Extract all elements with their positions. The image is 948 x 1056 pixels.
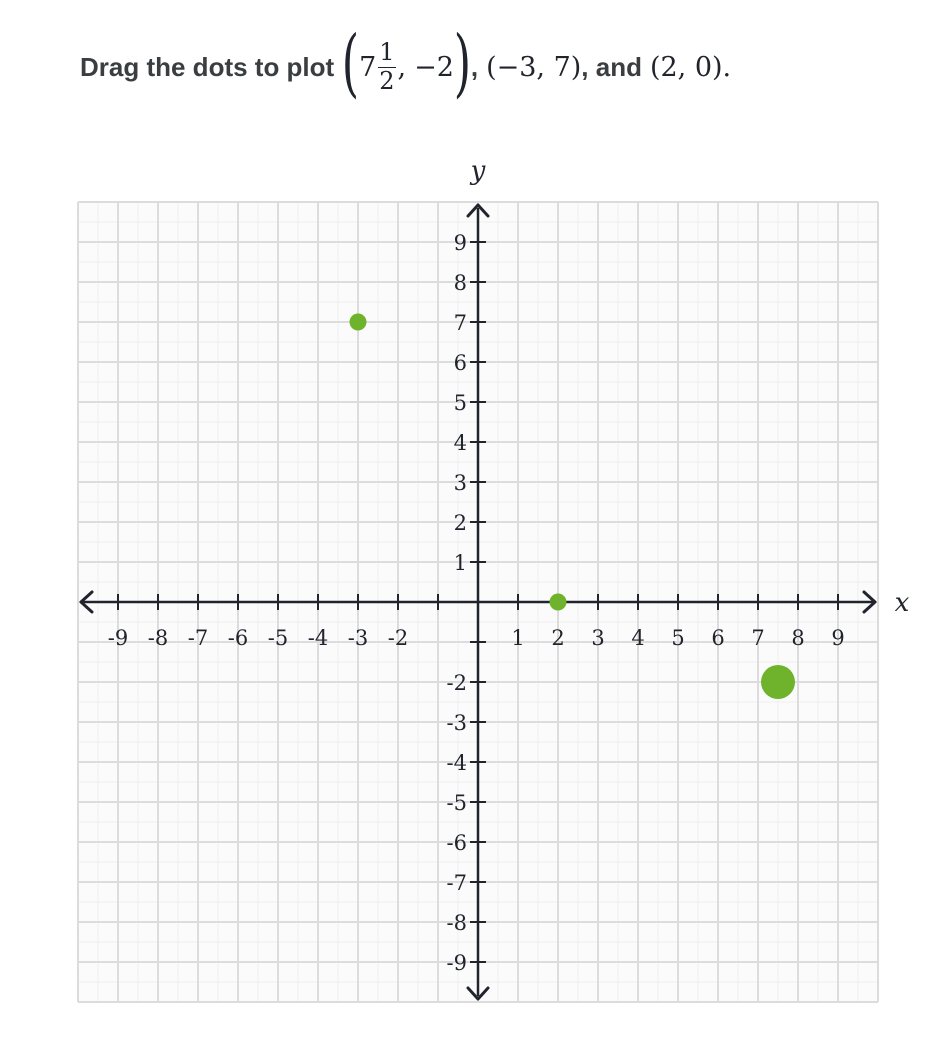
x-tick-label: -2 bbox=[387, 626, 409, 650]
x-tick-label: 8 bbox=[791, 626, 805, 650]
x-tick-label: 3 bbox=[591, 626, 605, 650]
y-tick-label: 3 bbox=[453, 471, 467, 495]
x-tick-label: -6 bbox=[227, 626, 249, 650]
x-tick-label: 6 bbox=[711, 626, 725, 650]
y-tick-label: -4 bbox=[446, 751, 467, 775]
fraction-numerator: 1 bbox=[379, 38, 395, 67]
x-tick-label: 9 bbox=[831, 626, 845, 650]
x-tick-label: -9 bbox=[107, 626, 129, 650]
x-tick-label: 5 bbox=[671, 626, 685, 650]
y-tick-label: -5 bbox=[446, 791, 467, 815]
y-tick-label: -2 bbox=[446, 671, 467, 695]
x-tick-label: -5 bbox=[267, 626, 289, 650]
x-tick-label: 1 bbox=[511, 626, 525, 650]
right-paren: ) bbox=[453, 20, 472, 106]
y-tick-label: 9 bbox=[453, 231, 467, 255]
x-tick-label: -8 bbox=[147, 626, 169, 650]
y-tick-label: 2 bbox=[453, 511, 467, 535]
x-tick-label: -7 bbox=[187, 626, 209, 650]
x-tick-label: 7 bbox=[751, 626, 765, 650]
y-tick-label: -7 bbox=[446, 871, 467, 895]
y-axis-label: y bbox=[470, 156, 486, 186]
y-tick-label: -6 bbox=[446, 831, 467, 855]
fraction-denominator: 2 bbox=[379, 66, 395, 95]
y-tick-label: 5 bbox=[453, 391, 467, 415]
separator-comma: , bbox=[470, 51, 479, 82]
y-tick-label: 6 bbox=[453, 351, 467, 375]
point-2-coordinates: (−3, 7) bbox=[486, 51, 582, 83]
y-tick-label: -9 bbox=[446, 951, 467, 975]
x-tick-label: 2 bbox=[551, 626, 565, 650]
draggable-dot-1[interactable] bbox=[350, 314, 367, 331]
x-axis-label: x bbox=[894, 588, 910, 618]
draggable-dot-3[interactable] bbox=[761, 665, 795, 699]
y-tick-label: 1 bbox=[453, 551, 467, 575]
y-tick-label: -8 bbox=[446, 911, 467, 935]
x-tick-label: -4 bbox=[307, 626, 329, 650]
point-1-x-whole: 7 bbox=[359, 51, 377, 83]
point-1-comma: , bbox=[397, 51, 407, 83]
x-tick-label: 4 bbox=[631, 626, 645, 650]
draggable-dot-2[interactable] bbox=[550, 594, 567, 611]
y-tick-label: 8 bbox=[453, 271, 467, 295]
period: . bbox=[722, 51, 732, 83]
y-tick-label: 4 bbox=[453, 431, 467, 455]
and-text: , and bbox=[581, 51, 642, 82]
left-paren: ( bbox=[341, 20, 360, 106]
y-tick-label: -3 bbox=[446, 711, 467, 735]
prompt-lead-text: Drag the dots to plot bbox=[80, 51, 335, 82]
x-tick-label: -3 bbox=[347, 626, 369, 650]
point-3-coordinates: (2, 0) bbox=[649, 51, 723, 83]
point-1-y: −2 bbox=[414, 51, 454, 83]
y-tick-label: 7 bbox=[453, 311, 467, 335]
